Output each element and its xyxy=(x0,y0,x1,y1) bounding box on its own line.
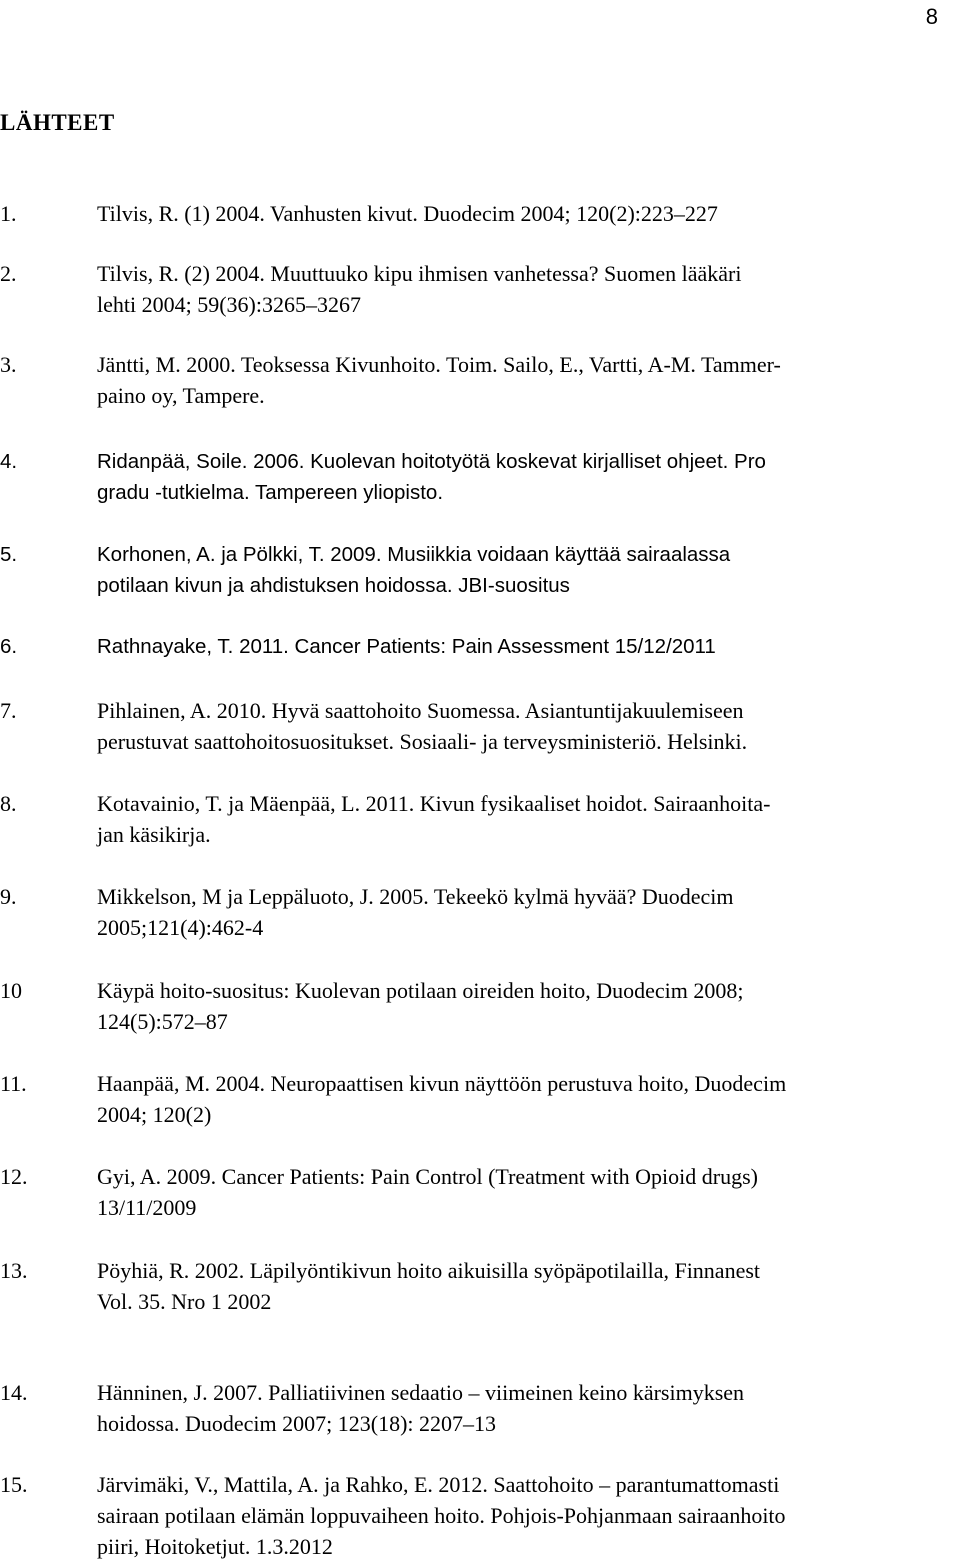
reference-item xyxy=(0,1068,958,1130)
reference-number: 10 xyxy=(0,978,22,1003)
reference-number: 4. xyxy=(0,450,18,473)
page-title: LÄHTEET xyxy=(0,110,115,135)
reference-line: paino oy, Tampere. xyxy=(97,383,265,408)
reference-item xyxy=(0,1377,958,1439)
reference-number: 15. xyxy=(0,1472,28,1497)
reference-line: Ridanpää, Soile. 2006. Kuolevan hoitotyötä koskevat kirjalliset ohjeet. Pro xyxy=(97,450,766,473)
reference-item xyxy=(0,1469,958,1562)
reference-item xyxy=(0,695,958,757)
reference-number: 5. xyxy=(0,543,18,566)
reference-line: Gyi, A. 2009. Cancer Patients: Pain Control (Treatment with Opioid drugs) xyxy=(97,1164,758,1189)
reference-number: 12. xyxy=(0,1164,28,1189)
reference-number: 3. xyxy=(0,352,17,377)
reference-number: 8. xyxy=(0,791,17,816)
reference-number: 1. xyxy=(0,201,17,226)
reference-line: Järvimäki, V., Mattila, A. ja Rahko, E. 2012. Saattohoito – parantumattomasti xyxy=(97,1472,780,1497)
reference-item xyxy=(0,198,958,229)
reference-line: 2005;121(4):462-4 xyxy=(97,915,264,940)
reference-number: 6. xyxy=(0,635,18,658)
reference-line: sairaan potilaan elämän loppuvaiheen hoito. Pohjois-Pohjanmaan sairaanhoito xyxy=(97,1503,786,1528)
reference-number: 13. xyxy=(0,1258,28,1283)
reference-item xyxy=(0,349,958,411)
reference-line: Korhonen, A. ja Pölkki, T. 2009. Musiikkia voidaan käyttää sairaalassa xyxy=(97,543,731,566)
reference-item xyxy=(0,631,958,662)
reference-line: Pihlainen, A. 2010. Hyvä saattohoito Suomessa. Asiantuntijakuulemiseen xyxy=(97,698,744,723)
reference-number: 9. xyxy=(0,884,17,909)
reference-item xyxy=(0,539,958,601)
reference-line: piiri, Hoitoketjut. 1.3.2012 xyxy=(97,1534,333,1559)
reference-line: Jäntti, M. 2000. Teoksessa Kivunhoito. Toim. Sailo, E., Vartti, A-M. Tammer- xyxy=(97,352,781,377)
reference-item xyxy=(0,1161,958,1223)
reference-line: Hänninen, J. 2007. Palliatiivinen sedaatio – viimeinen keino kärsimyksen xyxy=(97,1380,745,1405)
reference-line: Pöyhiä, R. 2002. Läpilyöntikivun hoito aikuisilla syöpäpotilailla, Finnanest xyxy=(97,1258,761,1283)
reference-line: Mikkelson, M ja Leppäluoto, J. 2005. Tekeekö kylmä hyvää? Duodecim xyxy=(97,884,734,909)
reference-item xyxy=(0,258,958,320)
reference-line: perustuvat saattohoitosuositukset. Sosiaali- ja terveysministeriö. Helsinki. xyxy=(97,729,748,754)
reference-item xyxy=(0,788,958,850)
reference-number: 11. xyxy=(0,1071,27,1096)
reference-item xyxy=(0,975,958,1037)
reference-line: Kotavainio, T. ja Mäenpää, L. 2011. Kivun fysikaaliset hoidot. Sairaanhoita- xyxy=(97,791,771,816)
reference-line: gradu -tutkielma. Tampereen yliopisto. xyxy=(97,481,444,504)
reference-line: Tilvis, R. (2) 2004. Muuttuuko kipu ihmisen vanhetessa? Suomen lääkäri xyxy=(97,261,742,286)
reference-item xyxy=(0,446,958,508)
page-number: 8 xyxy=(925,4,938,29)
reference-item xyxy=(0,1255,958,1317)
reference-number: 2. xyxy=(0,261,17,286)
reference-line: 13/11/2009 xyxy=(97,1195,197,1220)
reference-line: lehti 2004; 59(36):3265–3267 xyxy=(97,292,361,317)
reference-line: Rathnayake, T. 2011. Cancer Patients: Pain Assessment 15/12/2011 xyxy=(97,635,716,658)
reference-item xyxy=(0,881,958,943)
reference-line: Tilvis, R. (1) 2004. Vanhusten kivut. Duodecim 2004; 120(2):223–227 xyxy=(97,201,718,226)
reference-line: jan käsikirja. xyxy=(97,822,211,847)
reference-number: 7. xyxy=(0,698,17,723)
reference-line: Käypä hoito-suositus: Kuolevan potilaan oireiden hoito, Duodecim 2008; xyxy=(97,978,744,1003)
reference-line: hoidossa. Duodecim 2007; 123(18): 2207–13 xyxy=(97,1411,497,1436)
reference-line: Haanpää, M. 2004. Neuropaattisen kivun näyttöön perustuva hoito, Duodecim xyxy=(97,1071,787,1096)
reference-number: 14. xyxy=(0,1380,28,1405)
reference-line: 2004; 120(2) xyxy=(97,1102,212,1127)
reference-line: potilaan kivun ja ahdistuksen hoidossa. JBI-suositus xyxy=(97,574,570,597)
reference-line: Vol. 35. Nro 1 2002 xyxy=(97,1289,272,1314)
reference-line: 124(5):572–87 xyxy=(97,1009,228,1034)
